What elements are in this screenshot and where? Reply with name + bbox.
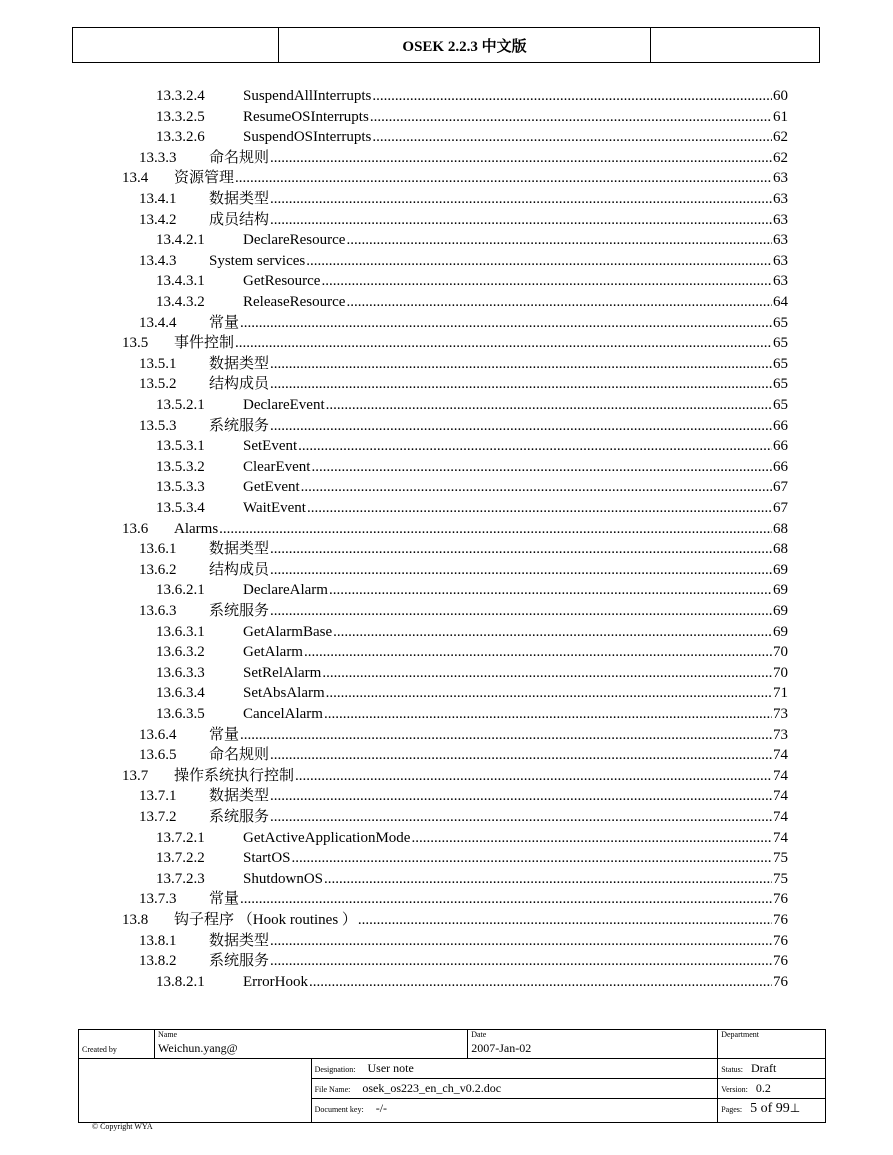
toc-leader-dots — [270, 746, 772, 764]
footer-table — [78, 1029, 826, 1123]
toc-entry-number: 13.4.3.2 — [156, 294, 205, 310]
toc-entry-number: 13.8 — [122, 912, 149, 928]
toc-entry[interactable] — [156, 682, 788, 702]
pages-value: 5 of 99 — [750, 1101, 790, 1116]
toc-entry-number: 13.5.3.1 — [156, 438, 205, 454]
department-cell — [718, 1030, 826, 1059]
toc-leader-dots — [240, 314, 772, 332]
name-label: Name — [158, 1030, 178, 1039]
toc-entry[interactable] — [156, 291, 788, 311]
toc-leader-dots — [372, 87, 772, 105]
toc-entry-page: 63 — [773, 191, 788, 207]
toc-entry-title: 数据类型 — [209, 933, 270, 949]
toc-entry-number: 13.4.3.1 — [156, 273, 205, 289]
toc-entry[interactable] — [139, 373, 788, 393]
toc-entry-page: 70 — [773, 644, 788, 660]
toc-leader-dots — [270, 540, 772, 558]
toc-entry-title: 操作系统执行控制 — [174, 768, 295, 784]
toc-entry-title: DeclareAlarm — [243, 582, 328, 598]
toc-entry-number: 13.6.3.3 — [156, 665, 205, 681]
toc-entry-page: 75 — [773, 871, 788, 887]
toc-entry-title: ResumeOSInterrupts — [243, 109, 369, 125]
toc-entry-number: 13.5.1 — [139, 356, 177, 372]
toc-leader-dots — [321, 272, 772, 290]
toc-entry-page: 66 — [773, 418, 788, 434]
toc-entry-title: 系统服务 — [209, 809, 270, 825]
toc-leader-dots — [333, 623, 772, 641]
toc-entry-number: 13.7.2 — [139, 809, 177, 825]
toc-entry-title: GetResource — [243, 273, 321, 289]
toc-entry-title: SetAbsAlarm — [243, 685, 325, 701]
toc-entry-title: GetActiveApplicationMode — [243, 830, 411, 846]
toc-entry-page: 76 — [773, 953, 788, 969]
toc-leader-dots — [306, 252, 772, 270]
toc-leader-dots — [235, 334, 772, 352]
toc-entry-page: 63 — [773, 212, 788, 228]
toc-entry[interactable] — [156, 106, 788, 126]
toc-entry[interactable] — [156, 126, 788, 146]
toc-entry[interactable] — [139, 188, 788, 208]
toc-entry-title: ClearEvent — [243, 459, 311, 475]
toc-entry-page: 67 — [773, 479, 788, 495]
toc-entry[interactable] — [139, 806, 788, 826]
status-cell — [718, 1059, 826, 1079]
version-value: 0.2 — [755, 1081, 771, 1095]
toc-entry-page: 66 — [773, 438, 788, 454]
toc-entry-number: 13.7.2.3 — [156, 871, 205, 887]
toc-entry[interactable] — [156, 971, 788, 991]
toc-entry-title: CancelAlarm — [243, 706, 323, 722]
toc-entry-page: 75 — [773, 850, 788, 866]
toc-entry[interactable] — [139, 888, 788, 908]
toc-leader-dots — [411, 829, 772, 847]
toc-entry[interactable] — [139, 353, 788, 373]
toc-entry-number: 13.5.2.1 — [156, 397, 205, 413]
toc-entry-title: ShutdownOS — [243, 871, 324, 887]
date-cell — [468, 1030, 718, 1059]
toc-entry-title: SetRelAlarm — [243, 665, 322, 681]
header-title: OSEK 2.2.3 中文版 — [279, 28, 651, 62]
toc-entry-number: 13.6.4 — [139, 727, 177, 743]
toc-entry-page: 65 — [773, 315, 788, 331]
page-header — [72, 27, 820, 63]
toc-entry[interactable] — [139, 250, 788, 270]
toc-entry-page: 74 — [773, 830, 788, 846]
toc-entry-number: 13.4.2.1 — [156, 232, 205, 248]
toc-entry-title: 数据类型 — [209, 541, 270, 557]
toc-entry-number: 13.5.3.2 — [156, 459, 205, 475]
toc-entry-page: 62 — [773, 150, 788, 166]
toc-entry-title: DeclareResource — [243, 232, 346, 248]
toc-entry-number: 13.5.3 — [139, 418, 177, 434]
toc-entry-page: 69 — [773, 624, 788, 640]
designation-cell — [311, 1059, 718, 1079]
file-name-value: osek_os223_en_ch_v0.2.doc — [362, 1081, 502, 1095]
toc-entry-number: 13.5.2 — [139, 376, 177, 392]
header-right-cell — [651, 28, 819, 62]
toc-entry[interactable] — [139, 950, 788, 970]
toc-entry[interactable] — [139, 538, 788, 558]
toc-entry[interactable] — [139, 147, 788, 167]
toc-leader-dots — [322, 664, 772, 682]
toc-entry-number: 13.4.1 — [139, 191, 177, 207]
toc-entry-title: 数据类型 — [209, 788, 270, 804]
created-by-label: Created by — [82, 1045, 117, 1054]
toc-entry-title: 命名规则 — [209, 150, 270, 166]
toc-entry[interactable] — [122, 167, 788, 187]
toc-entry-page: 74 — [773, 768, 788, 784]
toc-entry-page: 74 — [773, 809, 788, 825]
toc-leader-dots — [270, 355, 772, 373]
toc-entry-page: 62 — [773, 129, 788, 145]
toc-entry-number: 13.6.3.1 — [156, 624, 205, 640]
toc-entry-number: 13.6.3 — [139, 603, 177, 619]
toc-entry-title: 成员结构 — [209, 212, 270, 228]
toc-entry-page: 63 — [773, 273, 788, 289]
toc-entry-number: 13.5.3.4 — [156, 500, 205, 516]
toc-entry-page: 63 — [773, 170, 788, 186]
toc-entry-page: 65 — [773, 356, 788, 372]
toc-leader-dots — [298, 437, 772, 455]
version-cell — [718, 1079, 826, 1099]
toc-entry-title: GetEvent — [243, 479, 300, 495]
copyright-notice: © Copyright WYA — [92, 1122, 153, 1131]
name-value: Weichun.yang@ — [158, 1041, 238, 1055]
toc-entry-number: 13.6.3.4 — [156, 685, 205, 701]
page-footer — [78, 1029, 826, 1132]
date-value: 2007-Jan-02 — [471, 1041, 532, 1055]
toc-entry[interactable] — [139, 559, 788, 579]
toc-leader-dots — [270, 190, 772, 208]
toc-entry-title: WaitEvent — [243, 500, 306, 516]
toc-entry-title: GetAlarm — [243, 644, 303, 660]
toc-leader-dots — [324, 870, 772, 888]
toc-entry[interactable] — [156, 579, 788, 599]
toc-entry-page: 61 — [773, 109, 788, 125]
toc-entry[interactable] — [156, 394, 788, 414]
toc-leader-dots — [324, 705, 772, 723]
toc-entry[interactable] — [139, 209, 788, 229]
toc-entry-number: 13.6.2.1 — [156, 582, 205, 598]
toc-entry-page: 65 — [773, 335, 788, 351]
pages-cell — [718, 1099, 826, 1123]
status-value: Draft — [751, 1061, 777, 1075]
toc-leader-dots — [309, 973, 772, 991]
toc-entry-title: 钩子程序 （Hook routines ） — [174, 912, 357, 928]
toc-leader-dots — [370, 108, 772, 126]
toc-leader-dots — [219, 520, 772, 538]
toc-entry[interactable] — [156, 641, 788, 661]
toc-entry-title: SetEvent — [243, 438, 298, 454]
date-label: Date — [471, 1030, 487, 1039]
toc-leader-dots — [270, 149, 772, 167]
toc-entry-number: 13.6.2 — [139, 562, 177, 578]
toc-entry-title: System services — [209, 253, 306, 269]
footer-blank-cell — [79, 1059, 312, 1123]
toc-entry-number: 13.5 — [122, 335, 149, 351]
toc-entry-page: 68 — [773, 541, 788, 557]
toc-entry-title: 常量 — [209, 315, 240, 331]
toc-entry[interactable] — [139, 785, 788, 805]
toc-entry-page: 69 — [773, 582, 788, 598]
toc-leader-dots — [358, 911, 772, 929]
toc-entry-title: 命名规则 — [209, 747, 270, 763]
toc-entry[interactable] — [139, 724, 788, 744]
toc-leader-dots — [346, 231, 772, 249]
toc-entry-title: 常量 — [209, 727, 240, 743]
toc-leader-dots — [270, 808, 772, 826]
toc-entry-number: 13.4.4 — [139, 315, 177, 331]
toc-leader-dots — [270, 932, 772, 950]
toc-entry-title: GetAlarmBase — [243, 624, 333, 640]
toc-entry-title: 资源管理 — [174, 170, 235, 186]
pages-label: Pages: — [721, 1105, 743, 1114]
toc-entry-page: 64 — [773, 294, 788, 310]
toc-leader-dots — [329, 581, 772, 599]
toc-entry-title: 数据类型 — [209, 191, 270, 207]
toc-entry[interactable] — [122, 765, 788, 785]
toc-entry-number: 13.6.5 — [139, 747, 177, 763]
toc-entry[interactable] — [156, 662, 788, 682]
toc-entry-title: 系统服务 — [209, 953, 270, 969]
toc-entry-title: 事件控制 — [174, 335, 235, 351]
toc-leader-dots — [307, 499, 772, 517]
toc-entry-page: 60 — [773, 88, 788, 104]
toc-entry-number: 13.6.3.2 — [156, 644, 205, 660]
toc-entry-title: SuspendAllInterrupts — [243, 88, 372, 104]
toc-entry-page: 63 — [773, 253, 788, 269]
toc-entry-title: 结构成员 — [209, 376, 270, 392]
toc-entry-title: 系统服务 — [209, 418, 270, 434]
toc-entry-page: 74 — [773, 747, 788, 763]
toc-entry-page: 70 — [773, 665, 788, 681]
toc-entry-title: 系统服务 — [209, 603, 270, 619]
header-left-cell — [73, 28, 279, 62]
toc-entry[interactable] — [122, 518, 788, 538]
toc-entry-title: ErrorHook — [243, 974, 308, 990]
toc-entry-page: 65 — [773, 397, 788, 413]
toc-entry[interactable] — [122, 909, 788, 929]
toc-entry-page: 71 — [773, 685, 788, 701]
toc-entry-number: 13.7.3 — [139, 891, 177, 907]
created-by-cell — [79, 1030, 155, 1059]
toc-entry[interactable] — [156, 456, 788, 476]
toc-entry-number: 13.6.1 — [139, 541, 177, 557]
designation-value: User note — [367, 1061, 414, 1075]
version-label: Version: — [721, 1085, 748, 1094]
toc-entry[interactable] — [139, 600, 788, 620]
toc-entry-page: 69 — [773, 603, 788, 619]
toc-entry[interactable] — [156, 868, 788, 888]
toc-leader-dots — [240, 890, 772, 908]
toc-entry[interactable] — [156, 270, 788, 290]
toc-leader-dots — [311, 458, 772, 476]
toc-leader-dots — [270, 417, 772, 435]
toc-entry-number: 13.3.2.5 — [156, 109, 205, 125]
toc-entry-page: 69 — [773, 562, 788, 578]
department-label: Department — [721, 1030, 759, 1039]
name-cell — [155, 1030, 468, 1059]
status-label: Status: — [721, 1065, 743, 1074]
toc-entry[interactable] — [139, 415, 788, 435]
toc-entry-title: 结构成员 — [209, 562, 270, 578]
toc-entry-page: 76 — [773, 974, 788, 990]
document-key-cell — [311, 1099, 718, 1123]
toc-entry-title: DeclareEvent — [243, 397, 325, 413]
toc-leader-dots — [270, 211, 772, 229]
toc-entry-number: 13.4.2 — [139, 212, 177, 228]
designation-label: Designation: — [314, 1065, 356, 1074]
toc-entry-number: 13.8.2 — [139, 953, 177, 969]
toc-entry[interactable] — [156, 497, 788, 517]
toc-entry-page: 74 — [773, 788, 788, 804]
toc-entry-page: 76 — [773, 891, 788, 907]
toc-leader-dots — [372, 128, 772, 146]
toc-entry[interactable] — [139, 930, 788, 950]
toc-entry[interactable] — [156, 85, 788, 105]
toc-entry-title: Alarms — [174, 521, 219, 537]
toc-leader-dots — [270, 952, 772, 970]
toc-leader-dots — [304, 643, 772, 661]
toc-entry-number: 13.6 — [122, 521, 149, 537]
toc-entry-page: 76 — [773, 933, 788, 949]
toc-leader-dots — [295, 767, 772, 785]
toc-entry-page: 68 — [773, 521, 788, 537]
toc-leader-dots — [270, 561, 772, 579]
toc-entry-page: 63 — [773, 232, 788, 248]
toc-entry-number: 13.6.3.5 — [156, 706, 205, 722]
toc-entry-number: 13.7.2.2 — [156, 850, 205, 866]
toc-entry-page: 66 — [773, 459, 788, 475]
toc-entry-number: 13.8.2.1 — [156, 974, 205, 990]
toc-entry-number: 13.4.3 — [139, 253, 177, 269]
toc-entry-number: 13.7 — [122, 768, 149, 784]
toc-leader-dots — [326, 684, 772, 702]
toc-entry-title: ReleaseResource — [243, 294, 346, 310]
toc-leader-dots — [301, 478, 772, 496]
pages-mark: ⊥ — [789, 1101, 801, 1115]
toc-entry-title: StartOS — [243, 850, 291, 866]
toc-entry-title: 常量 — [209, 891, 240, 907]
toc-entry-number: 13.3.3 — [139, 150, 177, 166]
toc-entry[interactable] — [139, 312, 788, 332]
toc-leader-dots — [270, 375, 772, 393]
toc-entry-number: 13.7.2.1 — [156, 830, 205, 846]
toc-entry[interactable] — [156, 435, 788, 455]
toc-leader-dots — [292, 849, 772, 867]
file-name-label: File Name: — [314, 1085, 351, 1094]
toc-entry[interactable] — [156, 827, 788, 847]
toc-entry[interactable] — [156, 847, 788, 867]
toc-entry-page: 67 — [773, 500, 788, 516]
toc-leader-dots — [346, 293, 772, 311]
toc-entry-number: 13.4 — [122, 170, 149, 186]
file-name-cell — [311, 1079, 718, 1099]
toc-entry-page: 76 — [773, 912, 788, 928]
toc-leader-dots — [235, 169, 772, 187]
toc-entry[interactable] — [139, 744, 788, 764]
toc-leader-dots — [270, 787, 772, 805]
toc-entry-number: 13.8.1 — [139, 933, 177, 949]
toc-entry-page: 73 — [773, 706, 788, 722]
toc-entry-number: 13.3.2.4 — [156, 88, 205, 104]
toc-entry[interactable] — [156, 703, 788, 723]
toc-entry-number: 13.3.2.6 — [156, 129, 205, 145]
toc-entry[interactable] — [156, 476, 788, 496]
toc-entry-number: 13.5.3.3 — [156, 479, 205, 495]
toc-entry[interactable] — [156, 229, 788, 249]
toc-entry-page: 65 — [773, 376, 788, 392]
document-key-value: -/- — [375, 1101, 388, 1115]
toc-entry-title: SuspendOSInterrupts — [243, 129, 372, 145]
toc-entry-number: 13.7.1 — [139, 788, 177, 804]
toc-leader-dots — [270, 602, 772, 620]
toc-leader-dots — [326, 396, 772, 414]
toc-entry-page: 73 — [773, 727, 788, 743]
toc-entry[interactable] — [156, 621, 788, 641]
document-key-label: Document key: — [314, 1105, 364, 1114]
toc-leader-dots — [240, 726, 772, 744]
toc-entry-title: 数据类型 — [209, 356, 270, 372]
toc-entry[interactable] — [122, 332, 788, 352]
